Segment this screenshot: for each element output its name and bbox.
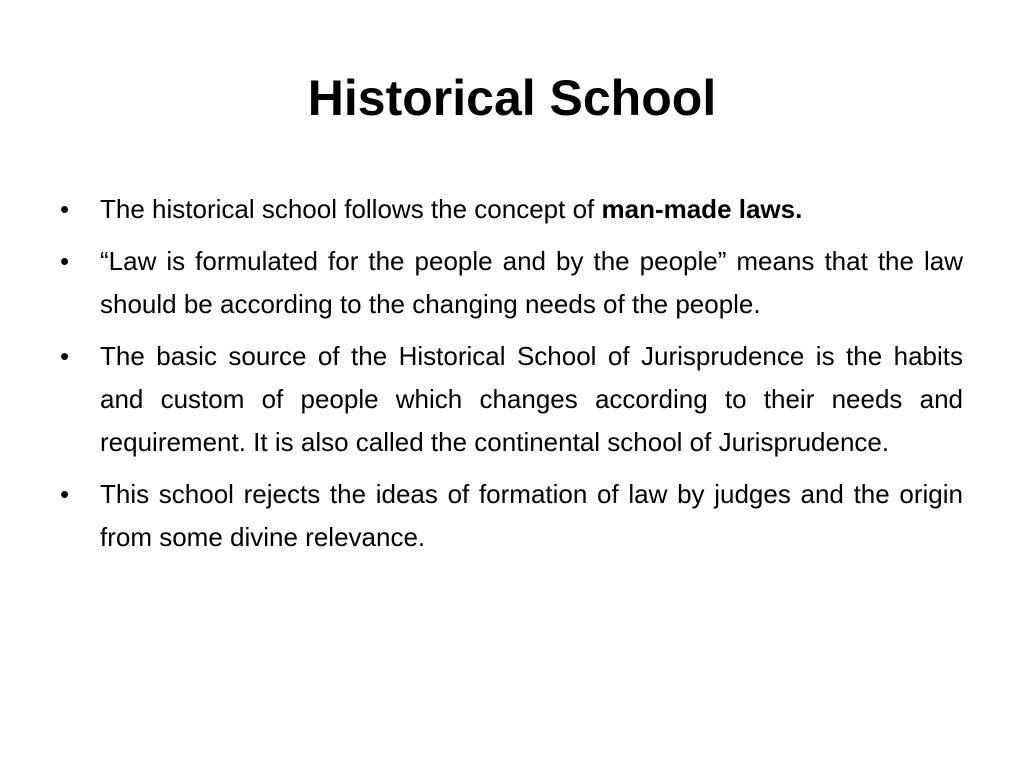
bullet-text: The historical school follows the concept of [100, 194, 602, 224]
bullet-text: This school rejects the ideas of formation of law by judges and the origin from some divine relevance. [100, 479, 963, 552]
bullet-bold-text: man-made laws. [601, 194, 803, 224]
bullet-item [60, 240, 963, 326]
bullet-text: The basic source of the Historical School of Jurisprudence is the habits and custom of people which changes according to their needs and requirement. It is also called the continental school of Jurisprudence. [100, 341, 963, 457]
slide-title: Historical School [307, 70, 717, 126]
bullet-icon: • [60, 246, 70, 276]
bullet-icon: • [60, 341, 70, 371]
bullet-icon: • [60, 479, 70, 509]
bullet-icon: • [60, 194, 70, 224]
bullet-item [60, 335, 963, 464]
bullet-list [60, 188, 963, 568]
bullet-item [60, 188, 963, 231]
bullet-text: “Law is formulated for the people and by the people” means that the law should be according to the changing needs of the people. [100, 246, 963, 319]
bullet-item [60, 473, 963, 559]
